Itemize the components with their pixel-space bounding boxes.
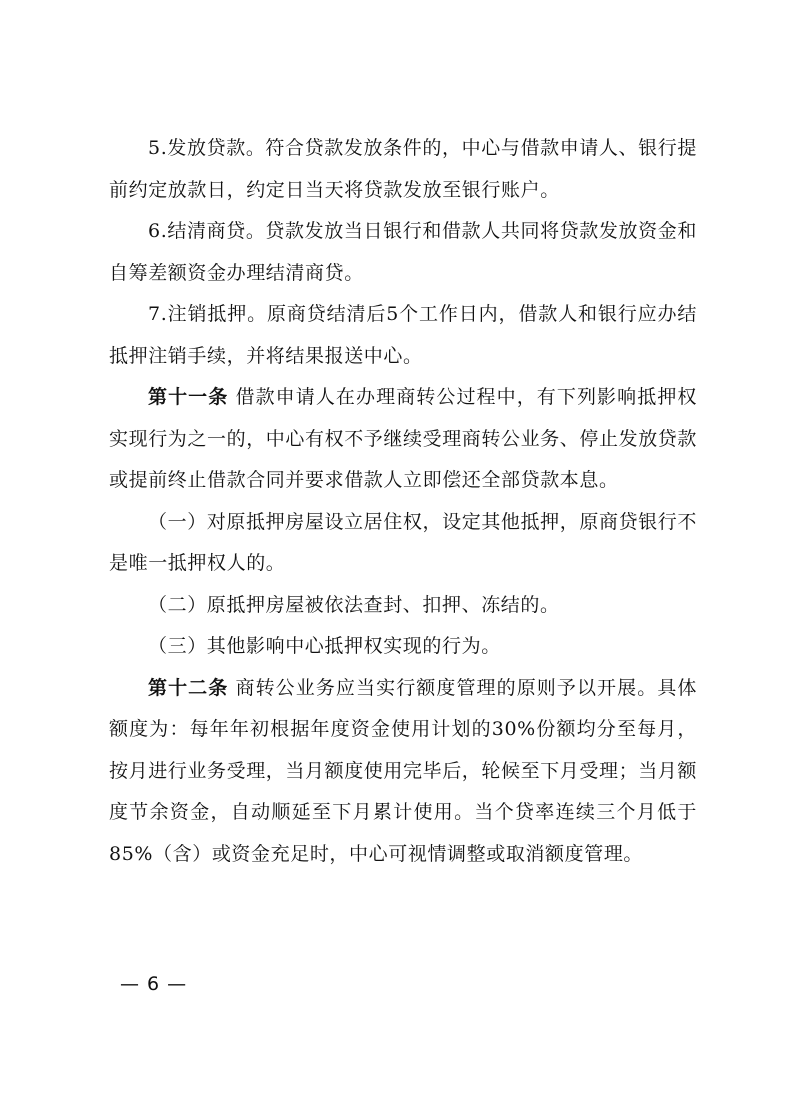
paragraph-text: 5.发放贷款。符合贷款发放条件的，中心与借款申请人、银行提前约定放款日，约定日当天将贷款发放至银行账户。 — [109, 137, 697, 201]
paragraph-item-3 — [109, 626, 697, 668]
page-number: — 6 — — [120, 973, 188, 995]
paragraph-text: 商转公业务应当实行额度管理的原则予以开展。具体额度为：每年年初根据年度资金使用计划的30%份额均分至每月，按月进行业务受理，当月额度使用完毕后，轮候至下月受理；当月额度节余资金，自动顺延至下月累计使用。当个贷率连续三个月低于85%（含）或资金充足时，中心可视情调整或取消额度管理。 — [109, 676, 698, 865]
paragraph-text: 7.注销抵押。原商贷结清后5个工作日内，借款人和银行应办结抵押注销手续，并将结果报送中心。 — [109, 303, 697, 367]
paragraph-text: （三）其他影响中心抵押权实现的行为。 — [148, 635, 501, 657]
article-heading: 第十一条 — [148, 386, 229, 408]
paragraph-text: 6.结清商贷。贷款发放当日银行和借款人共同将贷款发放资金和自筹差额资金办理结清商贷。 — [109, 220, 697, 284]
paragraph-article-11 — [109, 377, 697, 502]
document-body — [109, 128, 697, 875]
paragraph-item-2 — [109, 585, 697, 627]
paragraph-article-12 — [109, 668, 697, 876]
paragraph-item-1 — [109, 502, 697, 585]
paragraph-text: 借款申请人在办理商转公过程中，有下列影响抵押权实现行为之一的，中心有权不予继续受理商转公业务、停止发放贷款或提前终止借款合同并要求借款人立即偿还全部贷款本息。 — [109, 386, 698, 491]
article-heading: 第十二条 — [148, 676, 229, 699]
paragraph-release-loan — [109, 128, 697, 211]
paragraph-settle-commercial-loan — [109, 211, 697, 294]
paragraph-text: （一）对原抵押房屋设立居住权，设定其他抵押，原商贷银行不是唯一抵押权人的。 — [109, 510, 697, 574]
paragraph-text: （二）原抵押房屋被依法查封、扣押、冻结的。 — [148, 593, 560, 616]
paragraph-cancel-mortgage — [109, 294, 697, 377]
